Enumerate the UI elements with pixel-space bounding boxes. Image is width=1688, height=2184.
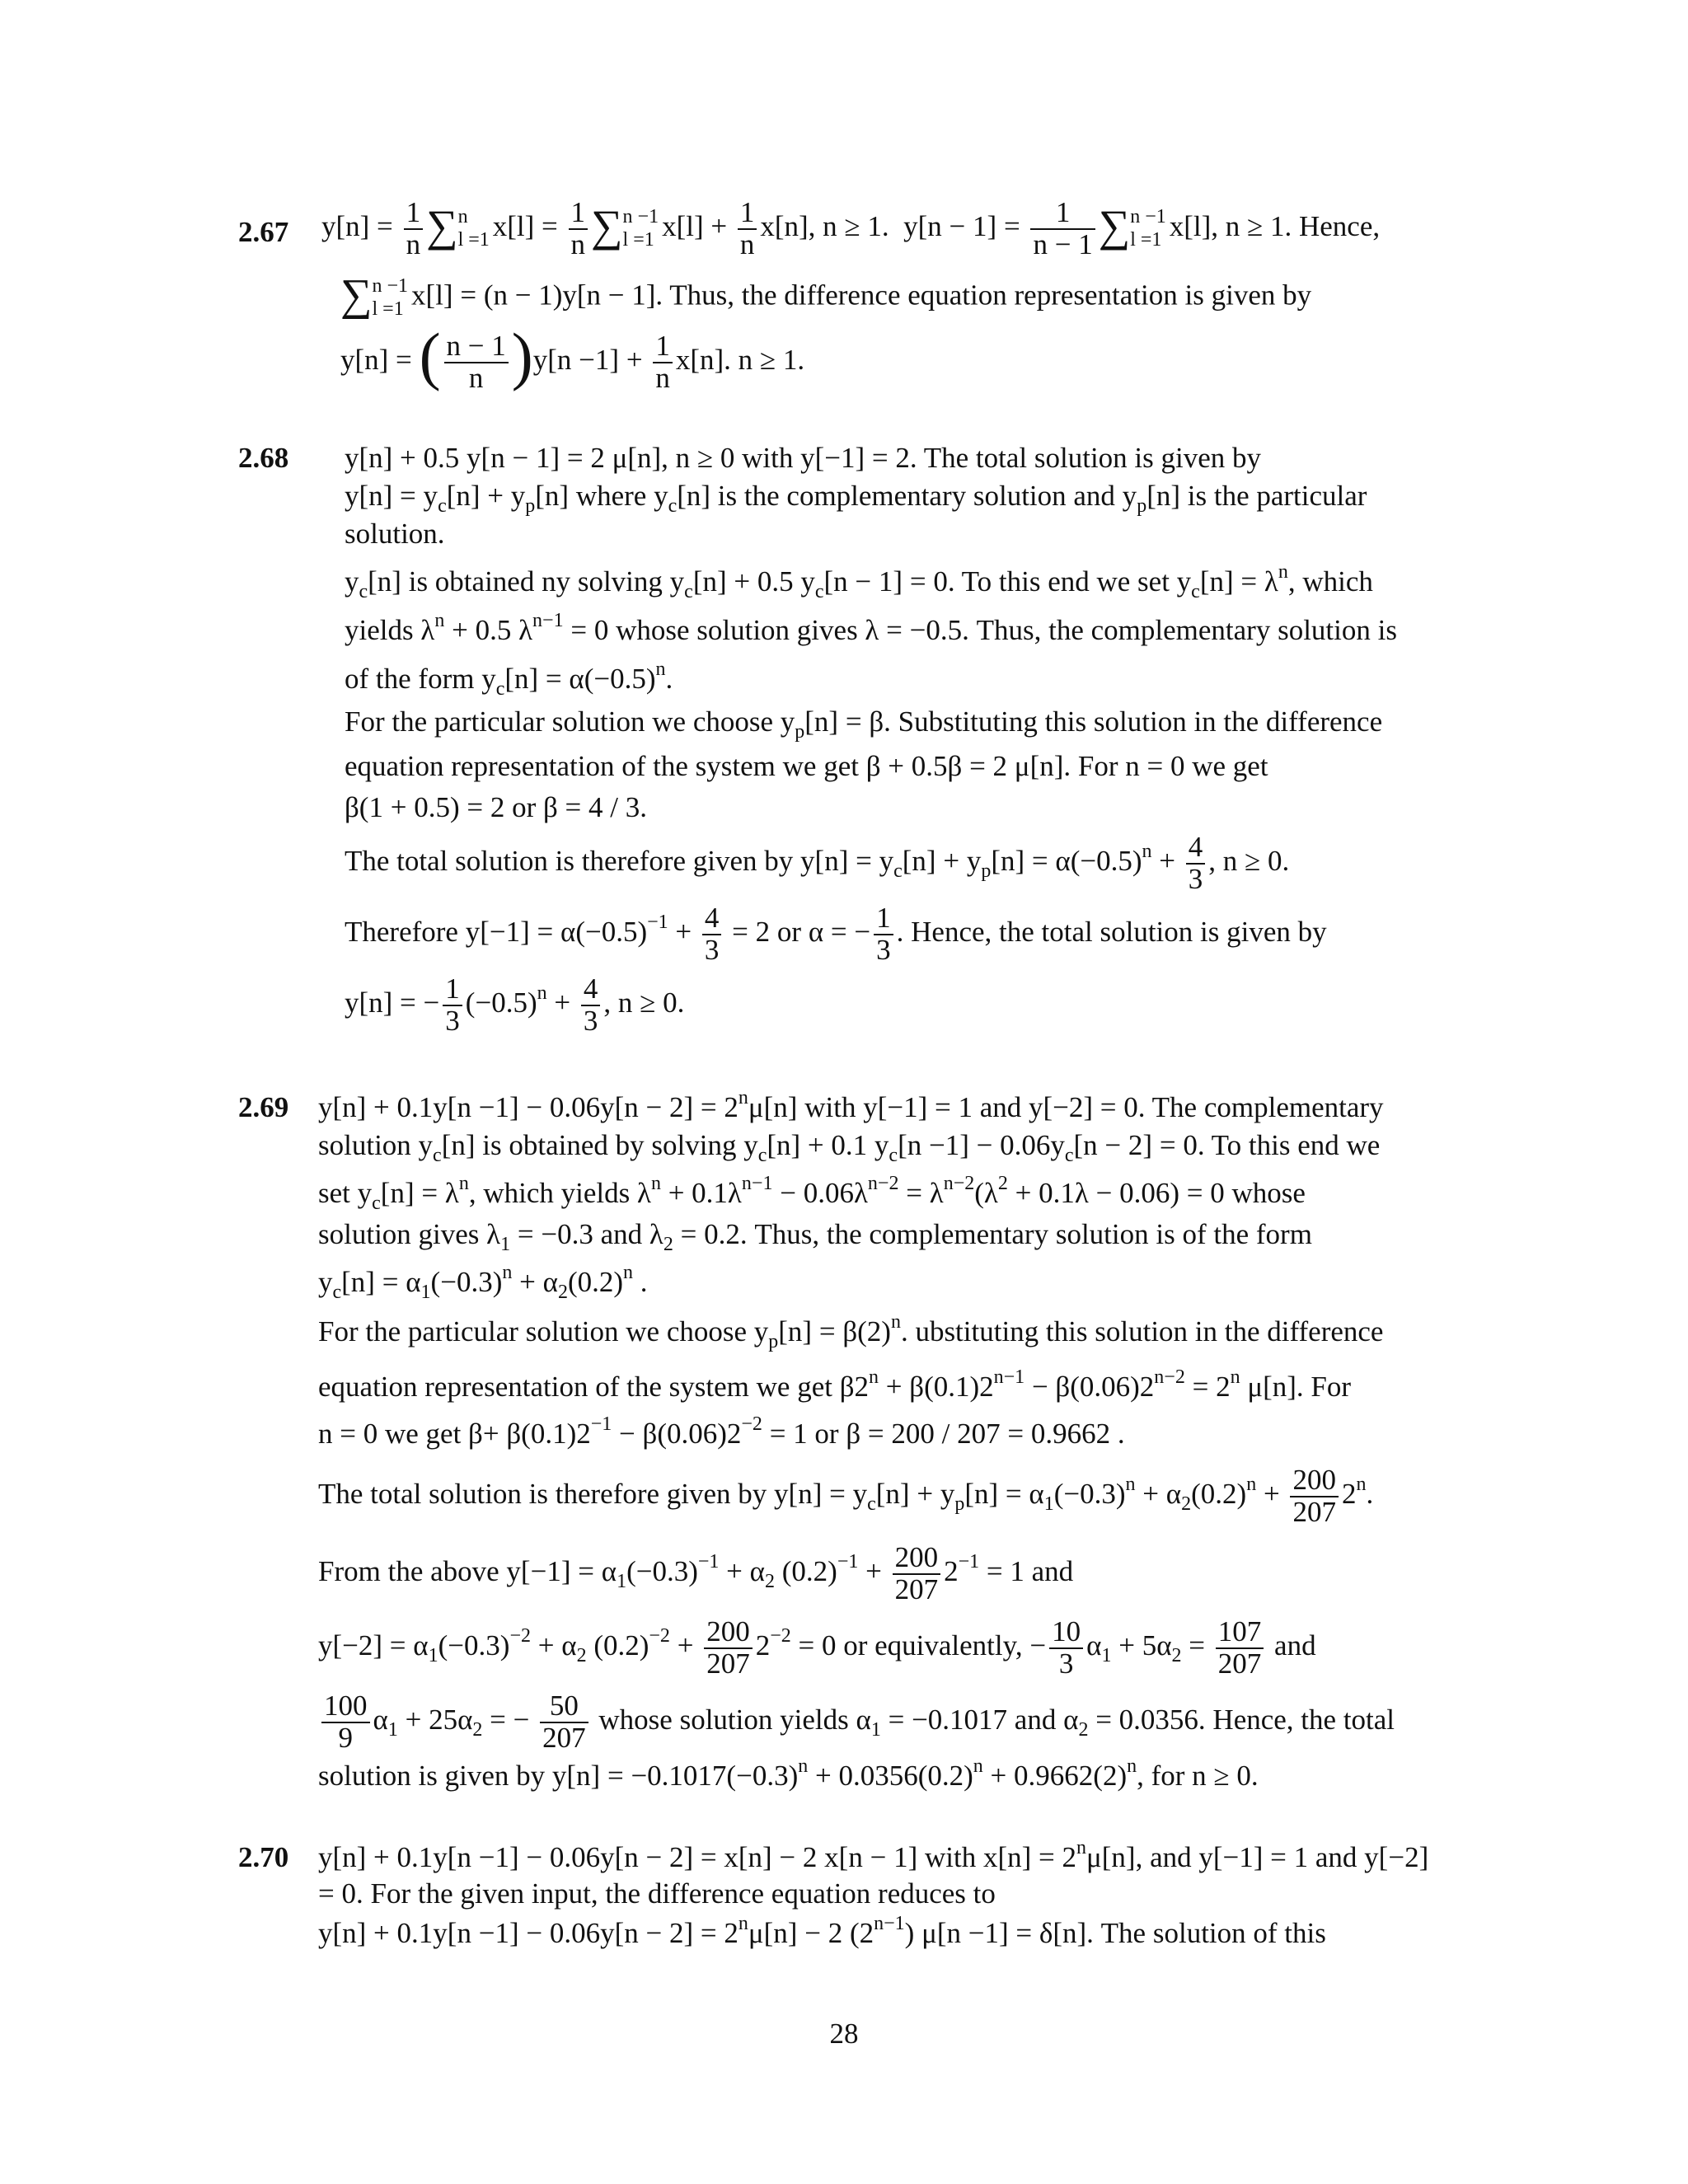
equation-line: y[n] = − $\frac{1}{3}$ $(-0.5)^n$ + $\frac{4}{3}$ , n ≥ 0.	[345, 972, 685, 1037]
sum-limits: n l =1	[457, 206, 490, 251]
fraction: $\frac{4}{3}$	[702, 903, 722, 966]
sum-limits: n −1 l =1	[1130, 206, 1166, 251]
fraction: $\frac{4}{3}$	[581, 974, 601, 1037]
text-line: For the particular solution we choose $y_p[n] = \beta$. Substituting this solution in the difference	[345, 705, 1383, 743]
text-line: of the form $y_c[n] = \alpha(-0.5)^n$.	[345, 658, 673, 700]
text-line: $y[n] = y_c[n] + y_p[n]$ where $y_c[n]$ is the complementary solution and $y_p[n]$ is the particular	[345, 480, 1367, 517]
equation-line: $\frac{100}{9}$ $\alpha_1 + 25\alpha_2$ = − $\frac{50}{207}$ whose solution yields $\alpha_1 = -0.1017$ and $\alpha_2 = 0.0356$. Hence, the total	[318, 1691, 1395, 1754]
fraction: $\frac{1}{n}$	[738, 198, 757, 260]
sum-limits: n −1 l =1	[372, 275, 409, 320]
fraction: $\frac{107}{207}$	[1216, 1617, 1264, 1680]
fraction: $\frac{50}{207}$	[540, 1691, 588, 1754]
equation-line-1: y[n] = $\frac{1}{n}$ ∑ n l =1 x[l] = $\frac{1}{n}$ ∑ n −1 l =1 x[l] + $\frac{1}{n}$ x[n], n ≥ 1. y[n − 1] = $\frac{1}{n - 1}$ ∑ n −1 l =1 x[l], n ≥ 1. Hence,	[321, 196, 1381, 260]
fraction: $\frac{1}{n}$	[404, 198, 424, 260]
equation-line: Therefore $y[-1] = \alpha(-0.5)^{-1}$ + $\frac{4}{3}$ = 2 or α = − $\frac{1}{3}$ . Hence, the total solution is given by	[345, 902, 1327, 966]
fraction: $\frac{200}{207}$	[1290, 1465, 1339, 1528]
equation-line: The total solution is therefore given by $y[n] = y_c[n] + y_p[n] = \alpha_1(-0.3)^n + \alpha_2(0.2)^n$ + $\frac{200}{207}$ 2$^n$.	[318, 1464, 1374, 1528]
text-line: y[n] + 0.5 y[n − 1] = 2 μ[n], n ≥ 0 with y[−1] = 2. The total solution is given by	[345, 442, 1262, 474]
fraction: $\frac{n - 1}{n}$	[444, 331, 509, 394]
equation-line: equation representation of the system we get $\beta 2^n + \beta(0.1)2^{n-1} - \beta(0.06)2^{n-2} = 2^n$ μ[n]. For	[318, 1366, 1352, 1403]
equation-line: $y[n] + 0.1y[n -1] - 0.06y[n - 2] = 2^n\mu[n]$ with y[−1] = 1 and y[−2] = 0. The complementary	[318, 1087, 1384, 1123]
fraction: $\frac{200}{207}$	[893, 1543, 941, 1605]
text-line: yields $\lambda^n + 0.5$ $\lambda^{n-1} = 0$ whose solution gives λ = −0.5. Thus, the complementary solution is	[345, 610, 1397, 646]
problem-number: 2.69	[238, 1091, 289, 1123]
equation-line-3: y[n] = ( $\frac{n - 1}{n}$ )y[n −1] + $\frac{1}{n}$ x[n]. n ≥ 1.	[340, 319, 805, 394]
equation-line: From the above $y[-1] = \alpha_1(-0.3)^{-1} + \alpha_2$ $(0.2)^{-1}$ + $\frac{200}{207}$ $2^{-1} = 1$ and	[318, 1541, 1074, 1605]
equation-line: $y[-2] = \alpha_1(-0.3)^{-2} + \alpha_2$ $(0.2)^{-2}$ + $\frac{200}{207}$ $2^{-2} = 0$ or equivalently, − $\frac{10}{3}$ $\alpha_1 + 5\alpha_2$ = $\frac{107}{207}$ and	[318, 1615, 1316, 1680]
equation-line-2: ∑ n −1 l =1 x[l] = (n − 1)y[n − 1]. Thus, the difference equation representation is given by	[340, 269, 1312, 320]
text-line: β(1 + 0.5) = 2 or β = 4 / 3.	[345, 791, 648, 823]
equation-line: n = 0 we get $\beta+ \beta(0.1)2^{-1} - \beta(0.06)2^{-2} = 1$ or β = 200 / 207 = 0.9662 .	[318, 1413, 1125, 1450]
fraction: $\frac{10}{3}$	[1049, 1617, 1083, 1680]
fraction: $\frac{1}{n - 1}$	[1030, 198, 1095, 260]
fraction: $\frac{1}{3}$	[874, 903, 893, 966]
equation-line: $y_c[n] = \alpha_1(-0.3)^n + \alpha_2(0.2)^n$ .	[318, 1262, 648, 1303]
equation-line: y[n] + 0.1y[n −1] − 0.06y[n − 2] = x[n] − 2 x[n − 1] with $x[n] = 2^n\mu[n]$, and y[−1] = 1 and y[−2]	[318, 1837, 1429, 1873]
text-line: solution.	[345, 518, 445, 550]
fraction: $\frac{4}{3}$	[1186, 832, 1206, 895]
sum-limits: n −1 l =1	[622, 206, 659, 251]
text-line: solution $y_c[n]$ is obtained by solving $y_c[n] + 0.1$ $y_c[n -1] - 0.06y_c[n - 2] = 0$. To this end we	[318, 1129, 1381, 1166]
problem-number: 2.68	[238, 442, 289, 474]
fraction: $\frac{1}{n}$	[569, 198, 588, 260]
fraction: $\frac{1}{n}$	[653, 331, 673, 394]
fraction: $\frac{200}{207}$	[704, 1617, 753, 1680]
problem-number: 2.67	[238, 216, 289, 248]
text-line: $y_c[n]$ is obtained ny solving $y_c[n] + 0.5$ $y_c[n - 1] = 0$. To this end we set $y_c[n] = \lambda^n$, which	[345, 561, 1373, 602]
text-line: For the particular solution we choose $y_p[n] = \beta(2)^n$. ubstituting this solution in the difference	[318, 1311, 1384, 1352]
fraction: $\frac{1}{3}$	[443, 974, 462, 1037]
problem-number: 2.70	[238, 1841, 289, 1873]
equation-line: set $y_c[n] = \lambda^n$, which yields $\lambda^n + 0.1\lambda^{n-1} - 0.06\lambda^{n-2} = \lambda^{n-2}(\lambda^2 + 0.1\lambda - 0.06) = 0$ whose	[318, 1173, 1306, 1214]
fraction: $\frac{100}{9}$	[321, 1691, 370, 1754]
equation-line: solution is given by $y[n] = -0.1017(-0.3)^n + 0.0356(0.2)^n + 0.9662(2)^n$, for n ≥ 0.	[318, 1755, 1259, 1792]
page-number: 28	[829, 2018, 859, 2050]
text-line: equation representation of the system we get β + 0.5β = 2 μ[n]. For n = 0 we get	[345, 750, 1268, 782]
text-line: solution gives $\lambda_1 = -0.3$ and $\lambda_2 = 0.2$. Thus, the complementary solution is of the form	[318, 1218, 1312, 1255]
equation-line: The total solution is therefore given by $y[n] = y_c[n] + y_p[n] = \alpha(-0.5)^n$ + $\frac{4}{3}$ , n ≥ 0.	[345, 831, 1290, 895]
text-line: = 0. For the given input, the difference equation reduces to	[318, 1877, 996, 1910]
equation-line: $y[n] + 0.1y[n -1] - 0.06y[n - 2] = 2^n\mu[n] - 2$ $(2^{n-1})$ μ[n −1] = δ[n]. The solution of this	[318, 1913, 1326, 1949]
